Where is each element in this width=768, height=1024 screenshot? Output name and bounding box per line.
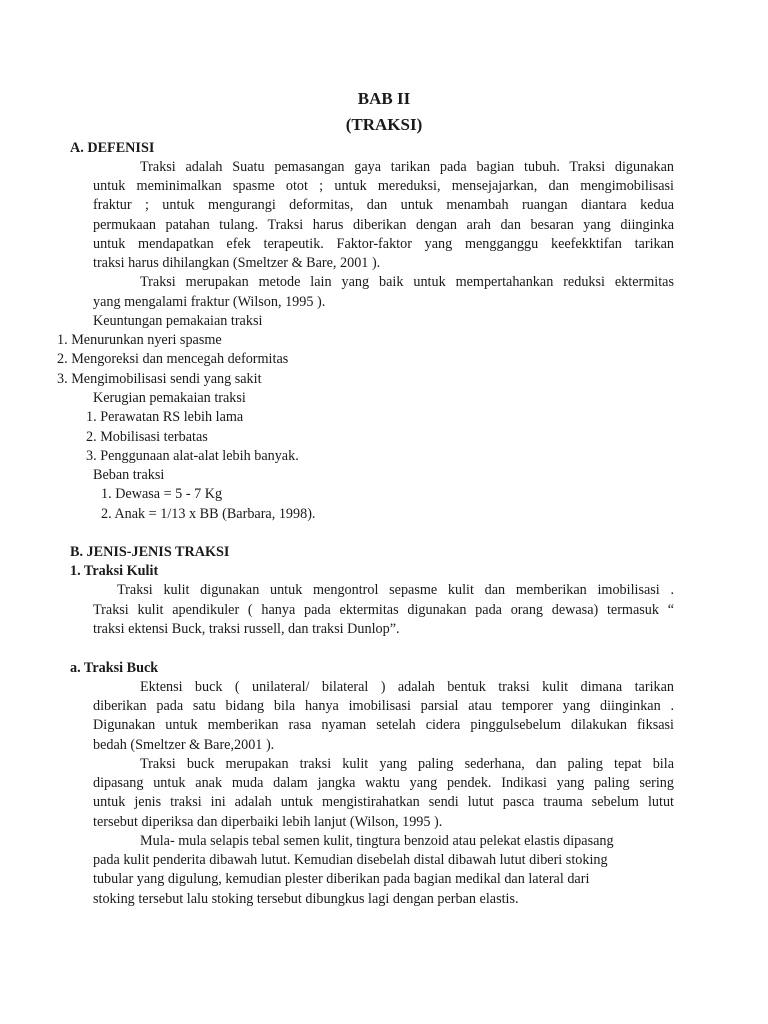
paragraph-line: Ektensi buck ( unilateral/ bilateral ) adalah bentuk traksi kulit dimana tarikan	[140, 679, 674, 695]
paragraph-line: Traksi kulit digunakan untuk mengontrol sepasme kulit dan memberikan imobilisasi .	[117, 582, 674, 598]
paragraph-line: diberikan pada satu bidang bila hanya imobilisasi parsial atau temporer yang diinginkan .	[93, 698, 674, 714]
paragraph-line: tubular yang digulung, kemudian plester diberikan pada bagian medikal dan lateral dari	[93, 871, 590, 887]
list-item: 2. Mengoreksi dan mencegah deformitas	[57, 351, 289, 367]
list-item: 3. Penggunaan alat-alat lebih banyak.	[86, 448, 299, 464]
paragraph-line: Traksi kulit apendikuler ( hanya pada ektermitas digunakan pada orang dewasa) termasuk “	[93, 602, 674, 618]
paragraph-line: traksi ektensi Buck, traksi russell, dan traksi Dunlop”.	[93, 621, 400, 637]
paragraph-line: Mula- mula selapis tebal semen kulit, tingtura benzoid atau pelekat elastis dipasang	[140, 833, 614, 849]
paragraph-line: tersebut diperiksa dan diperbaiki lebih lanjut (Wilson, 1995 ).	[93, 814, 443, 830]
list-item: 2. Anak = 1/13 x BB (Barbara, 1998).	[101, 506, 316, 522]
paragraph-line: untuk meminimalkan spasme otot ; untuk mereduksi, mensejajarkan, dan mengimobilisasi	[93, 178, 674, 194]
list-item: 2. Mobilisasi terbatas	[86, 429, 208, 445]
paragraph-line: Traksi adalah Suatu pemasangan gaya tarikan pada bagian tubuh. Traksi digunakan	[140, 159, 674, 175]
section-heading-defenisi: A. DEFENISI	[70, 140, 155, 156]
paragraph-line: bedah (Smeltzer & Bare,2001 ).	[93, 737, 275, 753]
subheading-traksi-kulit: 1. Traksi Kulit	[70, 563, 159, 579]
paragraph-line: Traksi buck merupakan traksi kulit yang paling sederhana, dan paling tepat bila	[140, 756, 674, 772]
paragraph-line: untuk mendapatkan efek terapeutik. Faktor-faktor yang mengganggu keefekktifan tarikan	[93, 236, 674, 252]
paragraph-line: permukaan patahan tulang. Traksi harus diberikan dengan arah dan besaran yang diinginka	[93, 217, 674, 233]
chapter-title: BAB II	[357, 89, 411, 108]
list-item: 1. Perawatan RS lebih lama	[86, 409, 244, 425]
list-item: 3. Mengimobilisasi sendi yang sakit	[57, 371, 262, 387]
paragraph-line: pada kulit penderita dibawah lutut. Kemudian disebelah distal dibawah lutut diberi stoking	[93, 852, 608, 868]
paragraph-line: yang mengalami fraktur (Wilson, 1995 ).	[93, 294, 326, 310]
list-item: 1. Menurunkan nyeri spasme	[57, 332, 222, 348]
paragraph-line: traksi harus dihilangkan (Smeltzer & Bare, 2001 ).	[93, 255, 381, 271]
keuntungan-label: Keuntungan pemakaian traksi	[93, 313, 263, 329]
paragraph-line: Traksi merupakan metode lain yang baik untuk mempertahankan reduksi ektermitas	[140, 274, 674, 290]
section-heading-jenis: B. JENIS-JENIS TRAKSI	[70, 544, 230, 560]
beban-label: Beban traksi	[93, 467, 165, 483]
kerugian-label: Kerugian pemakaian traksi	[93, 390, 246, 406]
list-item: 1. Dewasa = 5 - 7 Kg	[101, 486, 223, 502]
paragraph-line: dipasang untuk anak muda dalam jangka waktu yang pendek. Indikasi yang paling sering	[93, 775, 674, 791]
paragraph-line: untuk jenis traksi ini adalah untuk mengistirahatkan sendi lutut pasca trauma sebelum lutut	[93, 794, 674, 810]
chapter-subtitle: (TRAKSI)	[345, 115, 423, 134]
subheading-traksi-buck: a. Traksi Buck	[70, 660, 159, 676]
paragraph-line: stoking tersebut lalu stoking tersebut dibungkus lagi dengan perban elastis.	[93, 891, 519, 907]
paragraph-line: fraktur ; untuk mengurangi deformitas, dan untuk menambah ruangan diantara kedua	[93, 197, 674, 213]
paragraph-line: Digunakan untuk memberikan rasa nyaman setelah cidera pinggulsebelum dilakukan fiksasi	[93, 717, 674, 733]
